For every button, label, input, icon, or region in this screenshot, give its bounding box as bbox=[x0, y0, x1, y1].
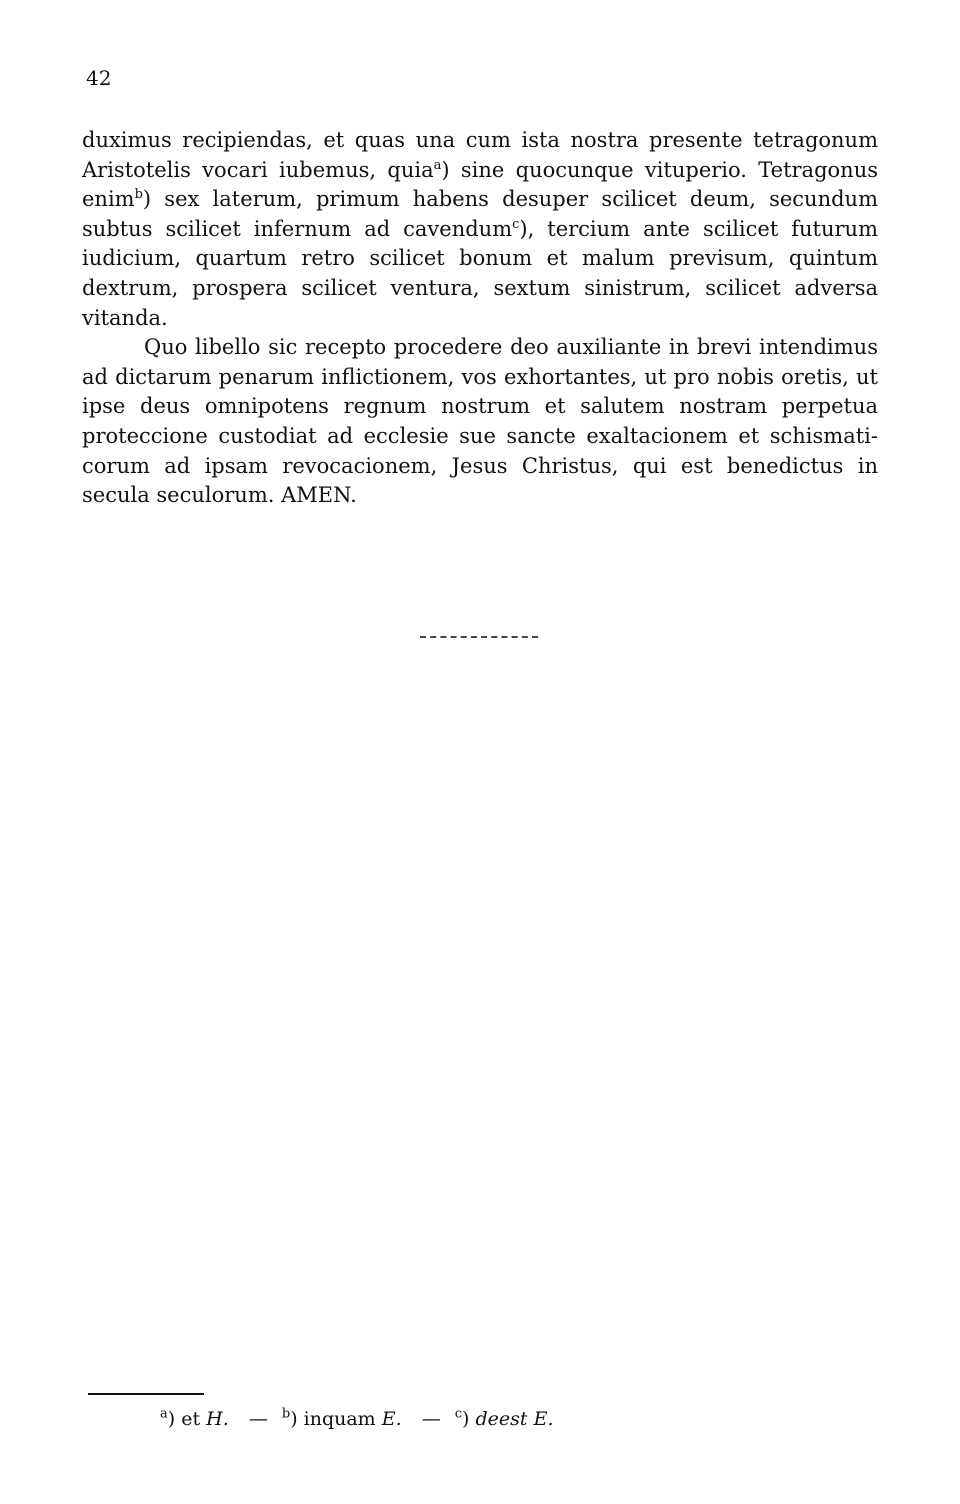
footnote-a: $^a$) et H. bbox=[160, 1406, 229, 1430]
footnote-ref-b: b bbox=[134, 187, 143, 203]
paragraph-1-segment-3: ) sex laterum, primum habens desuper scilicet deum, secundum subtus scilicet infernum ad cavendum bbox=[82, 187, 878, 241]
footnote-a-source: H. bbox=[206, 1408, 229, 1430]
paragraph-1 bbox=[82, 126, 878, 333]
footnote-a-mark: a bbox=[160, 1406, 168, 1422]
footnote-c: $^c$) deest E. bbox=[454, 1406, 554, 1430]
paragraph-1-segment-2: ) sine quocunque vituperio. Tetragonus enim bbox=[82, 157, 878, 212]
footnote-b-source: E. bbox=[381, 1408, 402, 1430]
page-number: 42 bbox=[86, 66, 112, 90]
footnote-b-mark: b bbox=[281, 1406, 291, 1422]
footnote-b-text: inquam bbox=[303, 1408, 376, 1430]
paragraph-1-segment-4: ), tercium ante scilicet futurum iudicium, quartum retro scilicet bonum et malum previsum, quintum dextrum, prospera scilicet ventura, sextum sinistrum, scilicet adversa vitanda. bbox=[82, 216, 878, 330]
section-ornament bbox=[420, 636, 538, 638]
footnote-c-mark: c bbox=[454, 1406, 463, 1422]
paragraph-1-segment-1: duximus recipiendas, et quas una cum ista nostra presente tetragonum Aristotelis vocari iubemus, quia bbox=[82, 128, 878, 182]
footnote-separator: — bbox=[248, 1408, 268, 1430]
footnote-separator: — bbox=[421, 1408, 441, 1430]
footnote-ref-a: a bbox=[433, 157, 442, 173]
footnotes bbox=[160, 1408, 560, 1430]
footnote-rule bbox=[88, 1393, 204, 1395]
footnote-c-text: deest bbox=[475, 1408, 528, 1430]
footnote-b: $^b$) inquam E. bbox=[281, 1406, 402, 1430]
footnote-c-source: E. bbox=[533, 1408, 554, 1430]
footnote-a-text: et bbox=[181, 1408, 201, 1430]
footnote-ref-c: c bbox=[512, 216, 520, 232]
body-text bbox=[82, 126, 878, 511]
paragraph-2: Quo libello sic recepto procedere deo auxiliante in brevi intendimus ad dictarum penarum inflictionem, vos exhortantes, ut pro nobis oretis, ut ipse deus omnipotens regnum nostrum et salutem nostram perpetua proteccione custodiat ad ecclesie sue sancte exaltacionem et schismati-corum ad ipsam revocacionem, Jesus Christus, qui est benedictus in secula seculorum. AMEN. bbox=[82, 335, 878, 508]
